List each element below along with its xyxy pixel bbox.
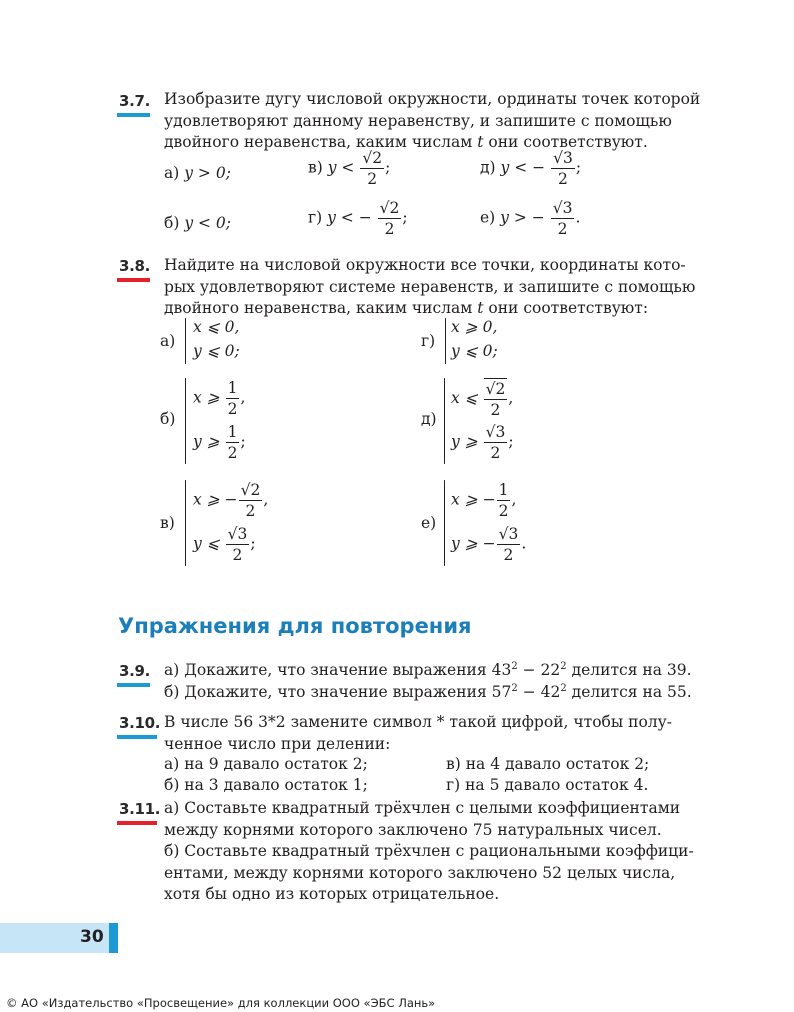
- text-fragment: делится на 39.: [566, 661, 692, 679]
- system-line: [451, 422, 514, 463]
- system-line: [193, 378, 245, 419]
- fraction: [497, 524, 521, 565]
- system-v: [160, 478, 380, 570]
- system-line: x ⩾ 0,: [451, 318, 498, 336]
- fraction: [484, 422, 508, 463]
- text-line: ентами, между корнями которого заключено 52 целых числа,: [164, 863, 676, 882]
- exercise-number-3-10: 3.10.: [119, 714, 161, 732]
- punctuation: ;: [508, 432, 514, 451]
- system-lhs: x ⩽: [451, 389, 478, 407]
- system-lhs: y ⩾ −: [451, 534, 496, 553]
- fraction: [226, 378, 240, 419]
- system-lhs: y ⩾: [193, 432, 220, 451]
- exercise-text-3-10: [164, 712, 724, 755]
- fraction: [497, 480, 511, 521]
- fraction: [551, 148, 575, 189]
- punctuation: .: [575, 208, 581, 227]
- page-number-marker: [109, 923, 118, 953]
- text-line: а) Составьте квадратный трёхчлен с целыми коэффициентами: [164, 799, 681, 817]
- system-line: [451, 524, 526, 565]
- option-a: [164, 164, 231, 182]
- system-brace: [444, 378, 445, 464]
- fraction: [239, 480, 263, 521]
- text-fragment: делится на 55.: [566, 682, 692, 701]
- variable-t: t: [477, 299, 484, 317]
- text-line: ченное число при делении:: [164, 734, 391, 753]
- text-line: [164, 682, 724, 704]
- punctuation: ;: [402, 208, 408, 227]
- section-title: Упражнения для повторения: [118, 614, 472, 638]
- fraction-numerator: √3: [498, 525, 519, 543]
- system-line: [193, 524, 256, 565]
- punctuation: ;: [240, 432, 246, 451]
- punctuation: ,: [511, 490, 517, 509]
- difficulty-underline-blue: [117, 683, 150, 687]
- variable-t: t: [477, 133, 484, 151]
- text-line: Изобразите дугу числовой окружности, ординаты точек которой: [164, 90, 701, 108]
- punctuation: ,: [240, 388, 246, 407]
- punctuation: ;: [250, 534, 256, 553]
- option-b: б) на 3 давало остаток 1;: [164, 776, 368, 794]
- text-fragment: они соответствуют:: [483, 299, 649, 317]
- exercise-number-3-11: 3.11.: [119, 800, 161, 818]
- option-v: [308, 148, 390, 189]
- text-line: [164, 298, 724, 320]
- fraction-denominator: 2: [558, 170, 568, 188]
- system-d: [421, 376, 621, 468]
- fraction-denominator: 2: [384, 220, 395, 238]
- text-fragment: − 22: [517, 661, 561, 679]
- system-line: y ⩽ 0;: [193, 342, 240, 360]
- text-fragment: б) Докажите, что значение выражения 57: [164, 682, 512, 701]
- system-brace: [445, 318, 446, 364]
- fraction-denominator: 2: [490, 444, 501, 462]
- difficulty-underline-blue: [117, 113, 150, 117]
- option-expression: y > 0;: [184, 164, 231, 182]
- option-label: д): [480, 158, 496, 177]
- system-label: г): [421, 332, 436, 350]
- difficulty-underline-red: [117, 821, 157, 825]
- text-fragment: а) Докажите, что значение выражения 43: [164, 661, 512, 679]
- system-brace: [185, 318, 186, 364]
- exponent: 2: [560, 682, 567, 694]
- text-fragment: двойного неравенства, каким числам: [164, 133, 473, 151]
- exponent: 2: [560, 660, 567, 672]
- fraction-denominator: 2: [232, 546, 243, 564]
- option-expression: y > −: [500, 208, 545, 227]
- text-line: б) Составьте квадратный трёхчлен с рациональными коэффици-: [164, 842, 694, 860]
- option-g: г) на 5 давало остаток 4.: [446, 776, 649, 794]
- system-label: д): [421, 410, 437, 428]
- option-d: [480, 148, 581, 189]
- text-fragment: двойного неравенства, каким числам: [164, 299, 473, 317]
- system-line: [451, 480, 516, 521]
- option-e: [480, 198, 580, 239]
- difficulty-underline-red: [117, 278, 150, 282]
- system-brace: [185, 480, 186, 566]
- punctuation: ;: [575, 158, 582, 177]
- system-line: [193, 422, 246, 463]
- copyright-notice: © АО «Издательство «Просвещение» для коллекции ООО «ЭБС Лань»: [6, 996, 436, 1010]
- system-lhs: x ⩾ −: [193, 490, 238, 509]
- fraction-numerator: √3: [552, 199, 573, 217]
- option-v: в) на 4 давало остаток 2;: [446, 755, 650, 773]
- fraction-numerator: 1: [227, 379, 238, 397]
- fraction-numerator: √3: [485, 423, 506, 441]
- text-line: рых удовлетворяют системе неравенств, и запишите с помощью: [164, 277, 696, 296]
- difficulty-underline-blue: [117, 735, 157, 739]
- option-label: г): [308, 208, 323, 227]
- exponent: 2: [511, 660, 518, 672]
- punctuation: .: [521, 534, 527, 553]
- fraction-numerator: √2: [485, 380, 506, 398]
- system-line: [451, 378, 513, 420]
- system-lhs: y ⩽: [193, 534, 220, 553]
- fraction-denominator: 2: [367, 170, 378, 188]
- fraction: [551, 198, 575, 239]
- system-label: б): [160, 410, 176, 428]
- system-lhs: y ⩾: [451, 432, 478, 451]
- exercise-text-3-8: [164, 255, 724, 320]
- system-line: y ⩽ 0;: [451, 342, 498, 360]
- text-line: [164, 660, 724, 682]
- text-fragment: − 42: [517, 682, 561, 701]
- system-brace: [185, 378, 186, 464]
- page-number: 30: [80, 927, 104, 947]
- exercise-number-3-7: 3.7.: [119, 92, 151, 110]
- fraction: [378, 198, 402, 239]
- punctuation: ;: [385, 158, 391, 177]
- fraction-numerator: √2: [379, 199, 400, 217]
- fraction: [226, 422, 240, 463]
- fraction-numerator: √3: [553, 149, 573, 167]
- system-line: x ⩽ 0,: [193, 318, 240, 336]
- option-expression: y < −: [327, 208, 372, 227]
- option-b: [164, 214, 231, 232]
- exercise-number-3-9: 3.9.: [119, 662, 151, 680]
- system-brace: [444, 480, 445, 566]
- system-e: [421, 478, 641, 570]
- system-b: [160, 376, 360, 468]
- option-expression: y <: [327, 158, 355, 177]
- system-label: е): [421, 514, 437, 532]
- fraction-numerator: √2: [362, 149, 383, 167]
- system-a: [160, 318, 360, 368]
- text-line: удовлетворяют данному неравенству, и запишите с помощью: [164, 111, 672, 130]
- fraction-denominator: 2: [503, 546, 514, 564]
- fraction-numerator: 1: [498, 481, 509, 499]
- punctuation: ,: [263, 490, 269, 509]
- text-line: В числе 56 3*2 замените символ * такой цифрой, чтобы полу-: [164, 713, 672, 731]
- exponent: 2: [511, 682, 518, 694]
- option-expression: y < −: [500, 158, 546, 177]
- option-label: в): [308, 158, 323, 177]
- option-label: а): [164, 164, 180, 182]
- fraction-denominator: 2: [227, 400, 238, 418]
- fraction-denominator: 2: [557, 220, 568, 238]
- text-line: между корнями которого заключено 75 натуральных чисел.: [164, 820, 662, 839]
- text-line: [164, 132, 724, 154]
- fraction-numerator: √3: [227, 525, 248, 543]
- system-lhs: x ⩾ −: [451, 490, 496, 509]
- exercise-text-3-9: [164, 660, 724, 703]
- option-label: б): [164, 214, 180, 232]
- punctuation: ,: [508, 389, 514, 407]
- fraction-denominator: 2: [227, 444, 238, 462]
- exercise-number-3-8: 3.8.: [119, 257, 151, 275]
- fraction: [226, 524, 250, 565]
- fraction-denominator: 2: [498, 502, 509, 520]
- exercise-text-3-11: [164, 798, 724, 906]
- option-a: а) на 9 давало остаток 2;: [164, 755, 368, 773]
- fraction-numerator: √2: [240, 481, 261, 499]
- fraction: [484, 378, 508, 420]
- system-lhs: x ⩾: [193, 388, 220, 407]
- text-fragment: они соответствуют.: [483, 133, 648, 151]
- system-label: в): [160, 514, 175, 532]
- fraction-denominator: 2: [490, 401, 501, 419]
- option-label: е): [480, 208, 496, 227]
- fraction-denominator: 2: [245, 502, 256, 520]
- system-line: [193, 480, 268, 521]
- system-g: [421, 318, 621, 368]
- text-line: хотя бы одно из которых отрицательное.: [164, 885, 500, 903]
- option-expression: y < 0;: [184, 214, 232, 232]
- text-line: Найдите на числовой окружности все точки, координаты кото-: [164, 256, 686, 274]
- fraction-numerator: 1: [227, 423, 238, 441]
- option-g: [308, 198, 408, 239]
- fraction: [360, 148, 384, 189]
- system-label: а): [160, 332, 176, 350]
- exercise-text-3-7: [164, 89, 724, 154]
